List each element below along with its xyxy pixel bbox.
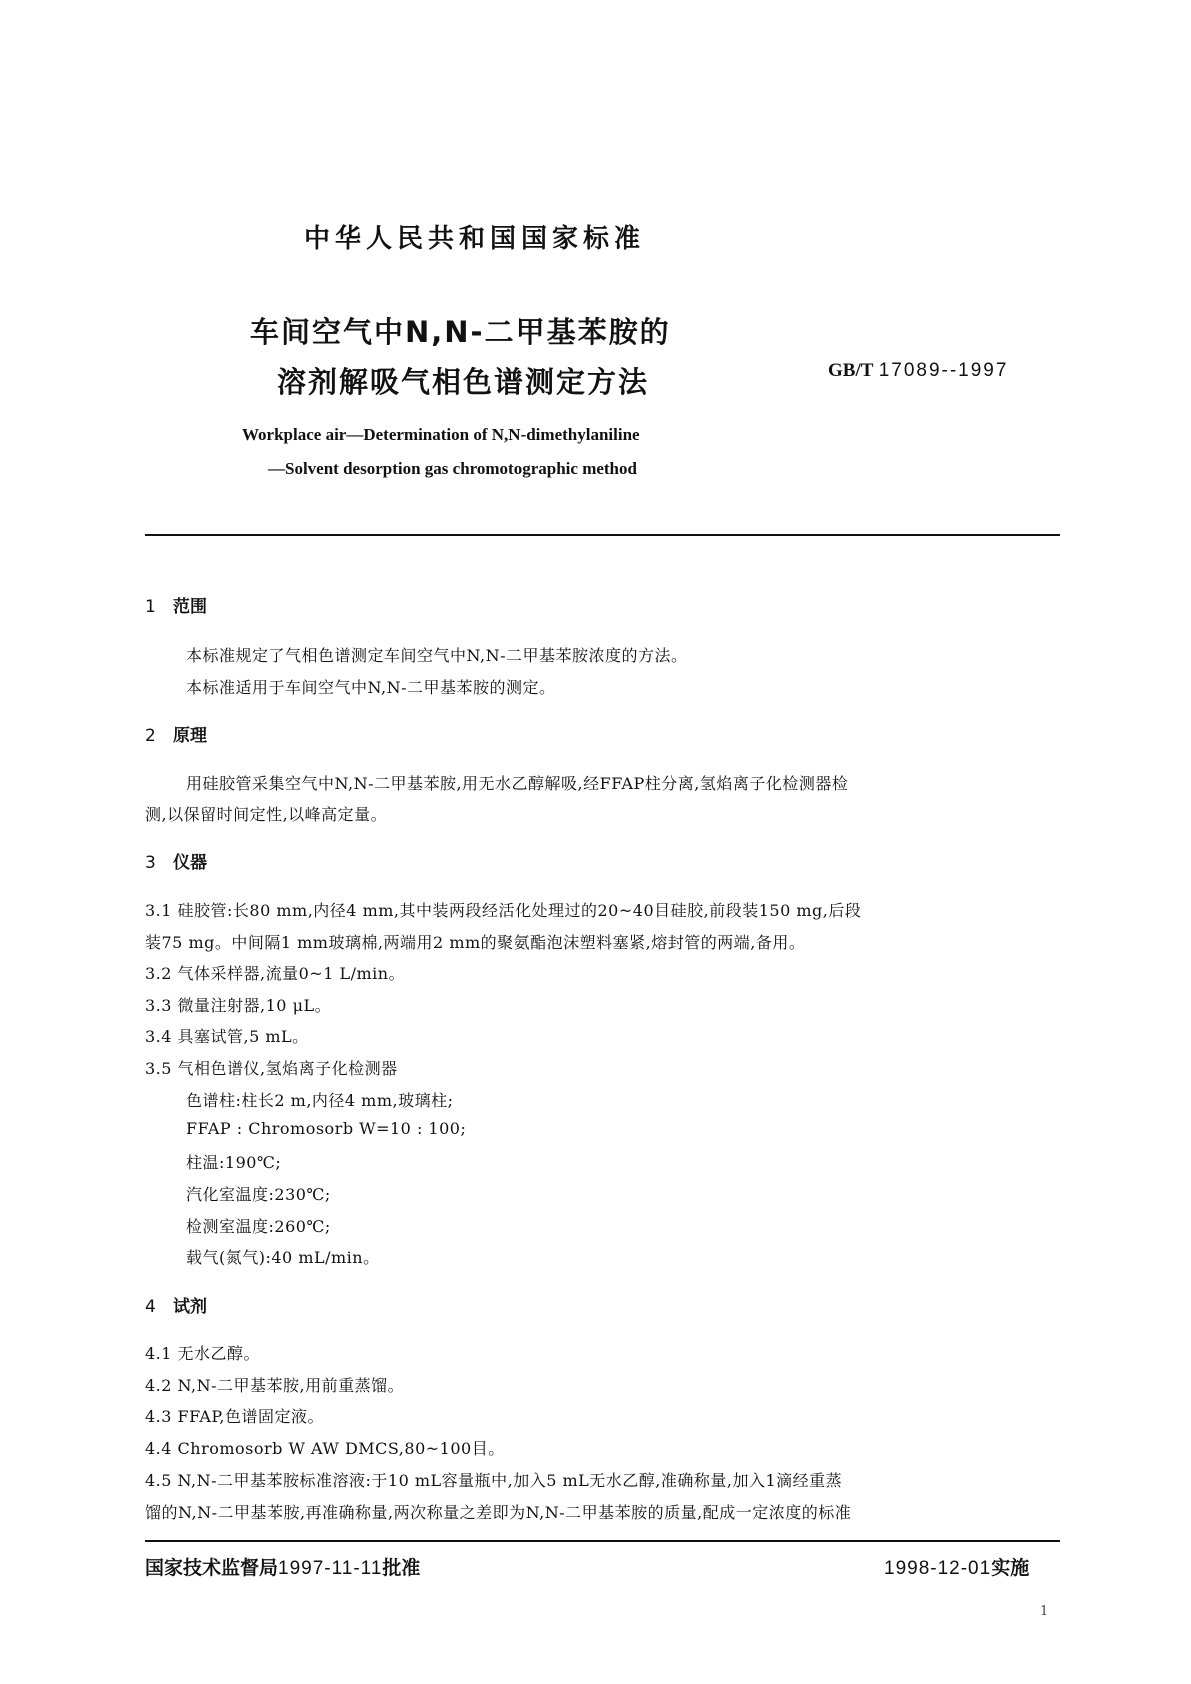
title-en-line1: Workplace air—Determination of N,N-dimethylaniline: [242, 425, 640, 444]
section-heading-principle: [145, 721, 207, 746]
approve-org: 国家技术监督局: [145, 1557, 279, 1579]
section-title: 仪器: [173, 853, 207, 873]
condition-line: FFAP : Chromosorb W=10 : 100;: [186, 1119, 467, 1138]
section-title: 范围: [173, 597, 207, 617]
condition-line: 柱温:190℃;: [186, 1153, 282, 1172]
footer-divider: [145, 1540, 1060, 1542]
condition-line: 载气(氮气):40 mL/min。: [186, 1248, 380, 1267]
title-en-line2: —Solvent desorption gas chromotographic method: [268, 459, 637, 478]
page-number: 1: [1040, 1604, 1049, 1619]
standard-code: [828, 360, 1008, 382]
section-number: 2: [145, 726, 156, 746]
implementation-info: [884, 1553, 1029, 1580]
section-title: 原理: [173, 726, 207, 746]
clause-4-4: 4.4 Chromosorb W AW DMCS,80~100目。: [145, 1439, 505, 1458]
standard-code-prefix: GB/T: [828, 360, 874, 381]
paragraph: 本标准规定了气相色谱测定车间空气中N,N-二甲基苯胺浓度的方法。: [186, 646, 688, 665]
approve-date: 1997-11-11: [278, 1558, 383, 1579]
section-title: 试剂: [173, 1297, 207, 1317]
paragraph: 测,以保留时间定性,以峰高定量。: [145, 805, 388, 824]
clause-3-4: 3.4 具塞试管,5 mL。: [145, 1027, 309, 1046]
impl-label: 实施: [991, 1557, 1030, 1579]
paragraph: 本标准适用于车间空气中N,N-二甲基苯胺的测定。: [186, 678, 556, 697]
clause-4-5-cont: 馏的N,N-二甲基苯胺,再准确称量,两次称量之差即为N,N-二甲基苯胺的质量,配成一定浓度的标准: [145, 1503, 852, 1522]
clause-3-1-cont: 装75 mg。中间隔1 mm玻璃棉,两端用2 mm的聚氨酯泡沫塑料塞紧,熔封管的两端,备用。: [145, 933, 806, 952]
impl-date: 1998-12-01: [884, 1558, 992, 1579]
clause-4-5: 4.5 N,N-二甲基苯胺标准溶液:于10 mL容量瓶中,加入5 mL无水乙醇,准确称量,加入1滴经重蒸: [145, 1471, 843, 1490]
condition-line: 检测室温度:260℃;: [186, 1217, 331, 1236]
clause-3-5: 3.5 气相色谱仪,氢焰离子化检测器: [145, 1059, 398, 1078]
clause-4-3: 4.3 FFAP,色谱固定液。: [145, 1407, 325, 1426]
section-heading-scope: [145, 592, 207, 617]
clause-3-2: 3.2 气体采样器,流量0~1 L/min。: [145, 964, 406, 983]
section-number: 4: [145, 1297, 156, 1317]
title-cn-line2: 溶剂解吸气相色谱测定方法: [277, 365, 650, 399]
header-divider: [145, 534, 1060, 536]
clause-3-3: 3.3 微量注射器,10 μL。: [145, 996, 332, 1015]
condition-line: 汽化室温度:230℃;: [186, 1185, 331, 1204]
clause-4-1: 4.1 无水乙醇。: [145, 1344, 261, 1363]
approve-label: 批准: [382, 1557, 421, 1579]
section-number: 1: [145, 597, 156, 617]
title-cn-line1: 车间空气中N,N-二甲基苯胺的: [250, 315, 671, 349]
section-heading-apparatus: [145, 848, 207, 873]
clause-3-1: 3.1 硅胶管:长80 mm,内径4 mm,其中装两段经活化处理过的20~40目硅胶,前段装150 mg,后段: [145, 901, 862, 920]
section-number: 3: [145, 853, 156, 873]
paragraph: 用硅胶管采集空气中N,N-二甲基苯胺,用无水乙醇解吸,经FFAP柱分离,氢焰离子化检测器检: [186, 774, 849, 793]
condition-line: 色谱柱:柱长2 m,内径4 mm,玻璃柱;: [186, 1091, 454, 1110]
national-standard-label: 中华人民共和国国家标准: [304, 224, 646, 254]
clause-4-2: 4.2 N,N-二甲基苯胺,用前重蒸馏。: [145, 1376, 405, 1395]
standard-code-number: 17089--1997: [878, 360, 1009, 381]
approval-info: [145, 1553, 420, 1580]
section-heading-reagents: [145, 1292, 207, 1317]
